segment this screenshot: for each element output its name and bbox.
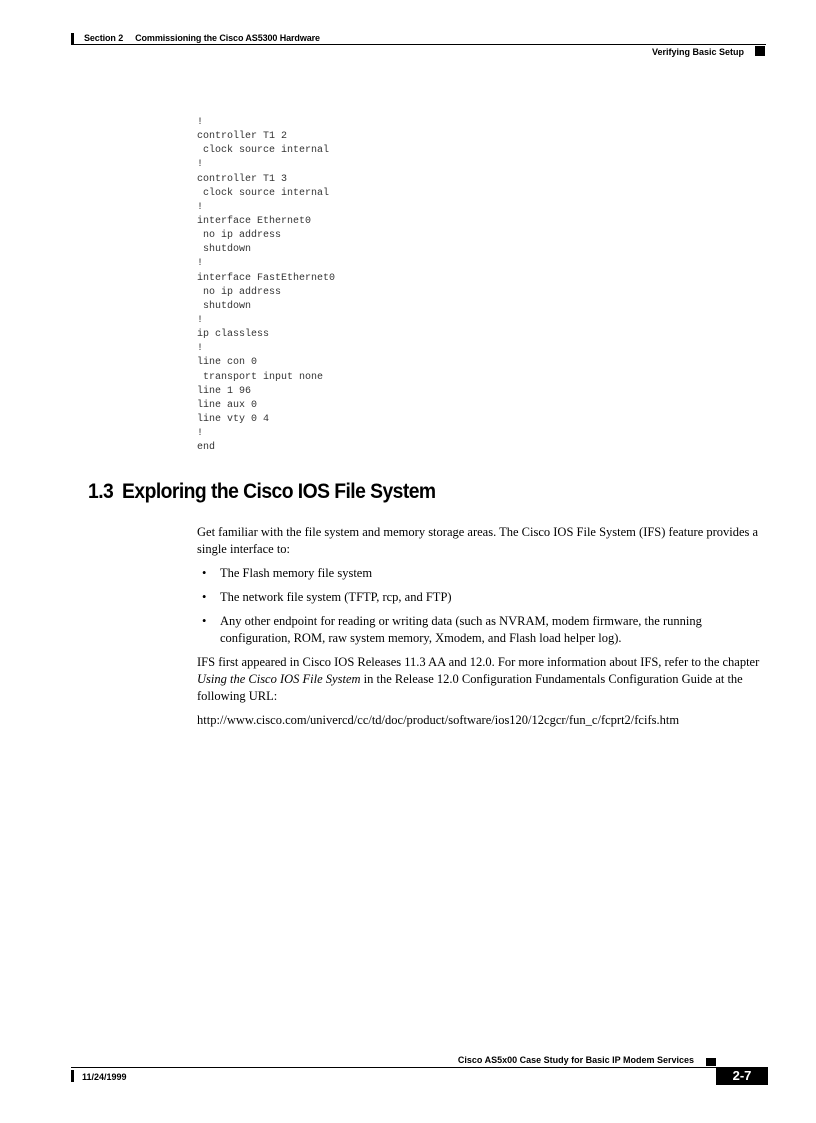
code-line: line aux 0 xyxy=(197,399,258,411)
code-line: no ip address xyxy=(197,230,282,242)
list-item: • The Flash memory file system xyxy=(202,566,373,580)
code-line: ! xyxy=(197,159,204,171)
code-line: controller T1 3 xyxy=(197,173,288,185)
bullet-icon: • xyxy=(202,566,207,580)
list-item: • Any other endpoint for reading or writing data (such as NVRAM, modem firmware, the running configuration, ROM, raw system memory, Xmodem, and Flash load helper log). xyxy=(202,614,702,645)
code-line: ! xyxy=(197,117,204,128)
footer-rule xyxy=(71,1067,768,1068)
header-square-marker xyxy=(755,46,765,56)
footer-doc-title: Cisco AS5x00 Case Study for Basic IP Modem Services xyxy=(457,1055,694,1065)
code-line: line 1 96 xyxy=(197,385,252,397)
code-line: ! xyxy=(197,343,204,355)
section-heading xyxy=(88,480,436,504)
footer-square-marker xyxy=(706,1058,716,1066)
code-line: clock source internal xyxy=(197,145,330,157)
section-title-header: Commissioning the Cisco AS5300 Hardware xyxy=(135,33,320,43)
code-line: transport input none xyxy=(197,371,324,383)
code-line: shutdown xyxy=(197,300,252,312)
chapter-title-italic: Using the Cisco IOS File System xyxy=(197,672,361,686)
page-number: 2-7 xyxy=(716,1067,768,1085)
code-line: ! xyxy=(197,428,204,440)
reference-url[interactable]: http://www.cisco.com/univercd/cc/td/doc/product/software/ios120/12cgcr/fun_c/fcprt2/fcifs.htm xyxy=(197,713,680,727)
ifs-reference-paragraph: IFS first appeared in Cisco IOS Releases 11.3 AA and 12.0. For more information about IFS, refer to the chapter Using the Cisco IOS File System in the Release 12.0 Configuration Fundamentals Configuration Guide at the following URL: xyxy=(197,655,760,703)
section-label: Section 2 xyxy=(84,33,124,43)
footer-left-bar xyxy=(71,1070,74,1082)
code-line: line vty 0 4 xyxy=(197,413,270,425)
bullet-icon: • xyxy=(202,590,207,604)
code-line: interface Ethernet0 xyxy=(197,215,312,227)
code-line: shutdown xyxy=(197,244,252,256)
code-line: controller T1 2 xyxy=(197,131,288,143)
section-number: 1.3 xyxy=(88,480,114,503)
code-line: ! xyxy=(197,314,204,326)
body-text xyxy=(197,524,769,729)
page-topic: Verifying Basic Setup xyxy=(651,47,744,57)
config-code-block xyxy=(197,116,335,455)
bullet-list xyxy=(197,565,769,647)
bullet-icon: • xyxy=(202,614,207,628)
section-title: Exploring the Cisco IOS File System xyxy=(122,480,436,503)
running-header xyxy=(84,33,320,43)
code-line: ip classless xyxy=(197,329,270,341)
code-line: interface FastEthernet0 xyxy=(197,272,336,284)
code-line: clock source internal xyxy=(197,187,330,199)
code-line: ! xyxy=(197,258,204,270)
footer-date: 11/24/1999 xyxy=(82,1072,127,1082)
code-line: line con 0 xyxy=(197,357,258,369)
code-line: ! xyxy=(197,201,204,213)
code-line: end xyxy=(197,442,216,454)
code-line: no ip address xyxy=(197,286,282,298)
intro-paragraph: Get familiar with the file system and memory storage areas. The Cisco IOS File System (IFS) feature provides a single interface to: xyxy=(197,525,759,556)
list-item: • The network file system (TFTP, rcp, and FTP) xyxy=(202,590,452,604)
header-rule xyxy=(71,44,766,45)
